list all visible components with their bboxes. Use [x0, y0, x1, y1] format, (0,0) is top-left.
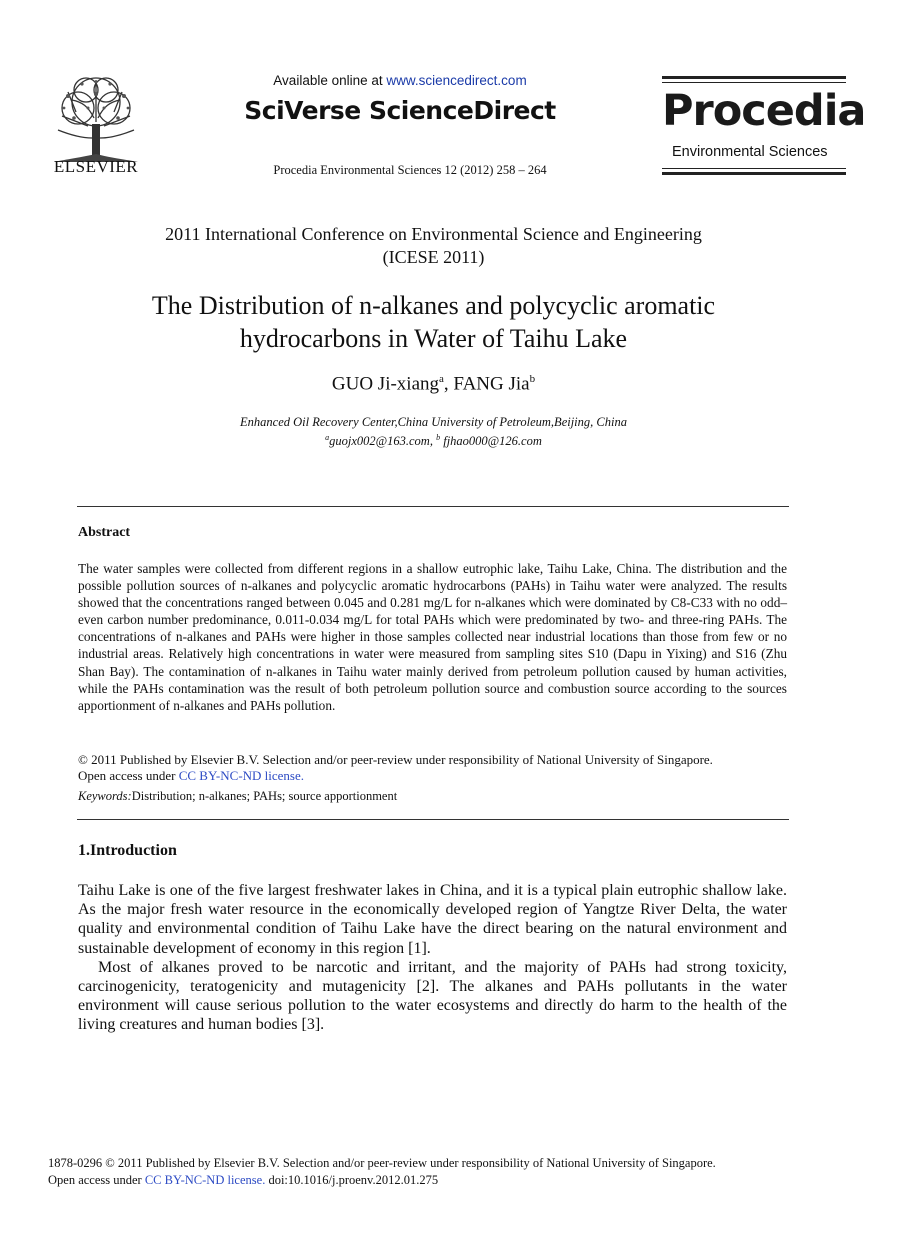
logo-rule-top — [662, 76, 846, 79]
authors — [200, 373, 667, 395]
logo-rule-top-thin — [662, 82, 846, 83]
footer-license-link[interactable]: CC BY-NC-ND license. — [144, 1172, 266, 1187]
keywords — [78, 789, 787, 804]
page-footer — [48, 1155, 808, 1188]
footer-open-access — [48, 1172, 808, 1189]
email-b-sup: b — [436, 433, 441, 442]
conference-line-2: (ICESE 2011) — [382, 247, 485, 267]
author-2: FANG Jia — [453, 373, 530, 395]
author-2-sup: b — [529, 373, 536, 385]
abstract-heading: Abstract — [78, 525, 131, 540]
platform-logo: SciVerse ScienceDirect — [244, 96, 556, 125]
open-access-prefix: Open access under — [78, 767, 179, 783]
institution: Enhanced Oil Recovery Center,China University of Petroleum,Beijing, China — [240, 415, 627, 429]
journal-logo — [662, 76, 866, 176]
copyright-line: © 2011 Published by Elsevier B.V. Selection and/or peer-review under responsibility of National University of Singapore. — [78, 752, 713, 767]
paper-title — [80, 289, 787, 355]
available-online — [240, 73, 560, 88]
journal-logo-subtitle: Environmental Sciences — [672, 144, 828, 160]
title-line-1: The Distribution of n-alkanes and polycyclic aromatic — [151, 291, 716, 320]
footer-open-access-prefix: Open access under — [48, 1172, 145, 1187]
introduction-heading: 1.Introduction — [78, 842, 177, 859]
footer-doi: doi:10.1016/j.proenv.2012.01.275 — [265, 1172, 439, 1187]
introduction-body — [78, 881, 787, 1035]
available-prefix: Available online at — [273, 73, 387, 88]
intro-paragraph-1: Taihu Lake is one of the five largest freshwater lakes in China, and it is a typical plain eutrophic shallow lake. As the major fresh water resource in the economically developed region of Yangtze River Delta, the water quality and environmental condition of Taihu Lake have the direct bearing on the natural environment and sustainable development of economy in this region [1]. — [78, 882, 787, 957]
conference-name — [100, 223, 767, 269]
intro-paragraph-2: Most of alkanes proved to be narcotic and irritant, and the majority of PAHs had strong toxicity, carcinogenicity, teratogenicity and mutagenicity [2]. The alkanes and PAHs pollutants in the water environment will cause serious pollution to the water ecosystems and directly do harm to the health of the living creatures and human bodies [3]. — [78, 958, 787, 1034]
keywords-list: Distribution; n-alkanes; PAHs; source apportionment — [131, 789, 398, 803]
abstract-text: The water samples were collected from different regions in a shallow eutrophic lake, Taihu Lake, China. The distribution and the possible pollution sources of n-alkanes and polycyclic aromatic hydrocarbons (PAHs) in Taihu water were analyzed. The results showed that the concentrations ranged between 0.045 and 0.281 mg/L for n-alkanes which were dominated by C8-C33 with no odd–even carbon number predominance, 0.011-0.034 mg/L for total PAHs which were predominated by two- and three-ring PAHs. The concentrations of n-alkanes and PAHs were higher in those samples collected near industrial locations than those from few or no industrial areas. Relatively high concentrations in water were measured from sampling sites S10 (Dapu in Yixing) and S16 (Zhu Shan Bay). The contamination of n-alkanes in Taihu water mainly derived from petroleum pollution caused by human activities, while the PAHs contamination was the result of both petroleum pollution source and combustion source according to the sources apportionment of n-alkanes and PAHs pollution. — [78, 561, 787, 713]
sciencedirect-link[interactable]: www.sciencedirect.com — [386, 73, 527, 88]
open-access-line — [78, 768, 787, 784]
email-a-sup: a — [325, 433, 330, 442]
journal-logo-title: Procedia — [662, 86, 866, 136]
keywords-label: Keywords: — [78, 789, 132, 803]
author-separator: , — [443, 373, 454, 395]
logo-rule-bottom — [662, 172, 846, 175]
title-line-2: hydrocarbons in Water of Taihu Lake — [239, 324, 628, 353]
copyright-notice — [78, 752, 787, 783]
footer-copyright: 1878-0296 © 2011 Published by Elsevier B.V. Selection and/or peer-review under responsibility of National University of Singapore. — [48, 1156, 716, 1170]
conference-line-1: 2011 International Conference on Environmental Science and Engineering — [165, 224, 702, 244]
publisher-name: ELSEVIER — [53, 157, 139, 176]
divider-bottom — [77, 819, 789, 820]
journal-reference: Procedia Environmental Sciences 12 (2012) 258 – 264 — [273, 163, 547, 177]
email-a: guojx002@163.com, — [329, 434, 437, 449]
email-b: fjhao000@126.com — [440, 434, 542, 449]
affiliation — [150, 414, 717, 449]
divider-top — [77, 506, 789, 507]
author-1-sup: a — [439, 373, 444, 385]
logo-rule-bottom-thin — [662, 168, 846, 169]
license-link[interactable]: CC BY-NC-ND license. — [178, 767, 305, 783]
author-1: GUO Ji-xiang — [331, 373, 440, 395]
author-emails — [150, 430, 717, 449]
